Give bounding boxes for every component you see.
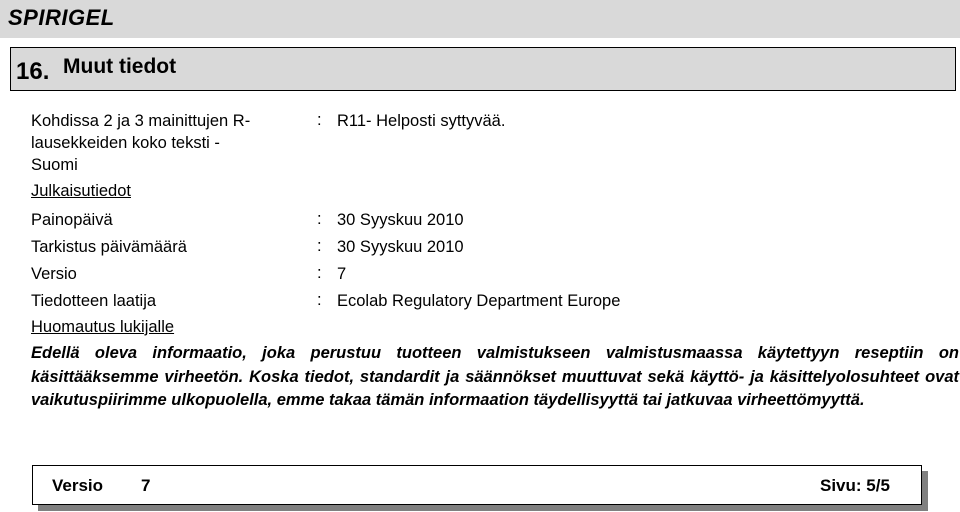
version-value: 7 (337, 265, 347, 283)
author-colon: : (317, 291, 322, 309)
notice-text: Edellä oleva informaatio, joka perustuu tuotteen valmistukseen valmistusmaassa käytettyyn reseptiin on käsittääksemme virheetön. Koska tiedot, standardit ja säännökset muuttuvat sekä käyttö- ja käsittelyolosuhteet ovat vaikutuspiirimme ulkopuolella, emme takaa tämän informaation täydellisyyttä tai jatkuvaa virheettömyyttä. (31, 344, 959, 409)
author-value: Ecolab Regulatory Department Europe (337, 292, 621, 310)
revision-date-label: Tarkistus päivämäärä (31, 238, 187, 256)
r-phrases-label-line3: Suomi (31, 156, 78, 174)
section-title: Muut tiedot (63, 55, 177, 78)
footer-version-value: 7 (141, 476, 151, 495)
print-date-label: Painopäivä (31, 211, 113, 229)
r-phrases-label-line2: lausekkeiden koko teksti - (31, 134, 220, 152)
notice-heading: Huomautus lukijalle (31, 318, 175, 336)
r-phrases-colon: : (317, 111, 322, 129)
footer-page-number: Sivu: 5/5 (820, 476, 890, 495)
section-number: 16. (16, 58, 50, 85)
author-label: Tiedotteen laatija (31, 292, 157, 310)
r-phrases-value: R11- Helposti syttyvää. (337, 112, 506, 130)
publication-heading: Julkaisutiedot (31, 182, 131, 200)
product-name: SPIRIGEL (8, 5, 115, 30)
footer-version-label: Versio (52, 476, 104, 495)
version-label: Versio (31, 265, 77, 283)
footer (32, 465, 922, 505)
print-date-colon: : (317, 210, 322, 228)
r-phrases-label-line1: Kohdissa 2 ja 3 mainittujen R- (31, 112, 251, 130)
version-colon: : (317, 264, 322, 282)
revision-date-colon: : (317, 237, 322, 255)
print-date-value: 30 Syyskuu 2010 (337, 211, 464, 229)
revision-date-value: 30 Syyskuu 2010 (337, 238, 464, 256)
header-bar (0, 0, 960, 38)
